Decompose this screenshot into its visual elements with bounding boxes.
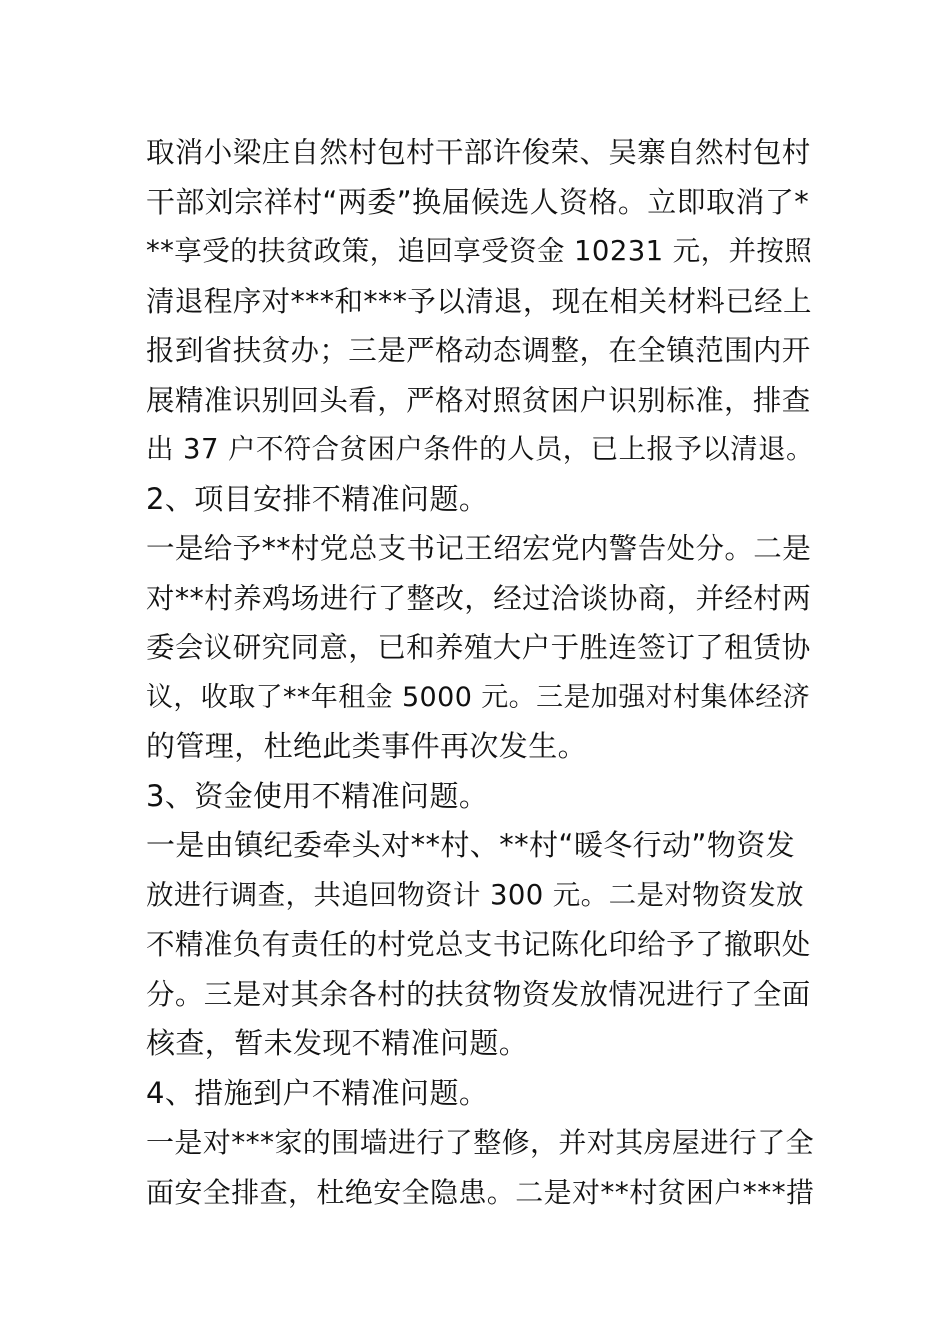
text-line: 出 37 户不符合贫困户条件的人员，已上报予以清退。: [146, 433, 814, 465]
text-line: 干部刘宗祥村“两委”换届候选人资格。立即取消了*: [146, 184, 810, 219]
text-line: **享受的扶贫政策，追回享受资金 10231 元，并按照: [146, 235, 813, 267]
text-line: 清退程序对***和***予以清退，现在相关材料已经上: [146, 284, 812, 318]
text-line: 面安全排查，杜绝安全隐患。二是对**村贫困户***措: [146, 1175, 815, 1209]
section-heading: 3、资金使用不精准问题。: [146, 778, 489, 813]
text-line: 展精准识别回头看，严格对照贫困户识别标准，排查: [146, 383, 811, 417]
text-line: 分。三是对其余各村的扶贫物资发放情况进行了全面: [146, 977, 811, 1011]
text-line: 一是对***家的围墙进行了整修，并对其房屋进行了全: [146, 1126, 815, 1159]
section-heading: 4、措施到户不精准问题。: [146, 1075, 489, 1110]
text-line: 核查，暂未发现不精准问题。: [146, 1026, 529, 1060]
text-line: 不精准负有责任的村党总支书记陈化印给予了撤职处: [146, 928, 811, 961]
text-line: 报到省扶贫办；三是严格动态调整，在全镇范围内开: [146, 334, 811, 367]
text-line: 一是给予**村党总支书记王绍宏党内警告处分。二是: [146, 532, 812, 565]
text-line: 议，收取了**年租金 5000 元。三是加强对村集体经济: [146, 681, 811, 713]
text-line: 一是由镇纪委牵头对**村、**村“暖冬行动”物资发: [146, 828, 796, 862]
text-line: 委会议研究同意，已和养殖大户于胜连签订了租赁协: [146, 631, 811, 664]
text-line: 放进行调查，共追回物资计 300 元。二是对物资发放: [146, 878, 804, 911]
text-line: 取消小梁庄自然村包村干部许俊荣、吴寨自然村包村: [146, 136, 811, 169]
section-heading: 2、项目安排不精准问题。: [146, 481, 489, 516]
text-line: 对**村养鸡场进行了整改，经过洽谈协商，并经村两: [146, 581, 812, 615]
text-line: 的管理，杜绝此类事件再次发生。: [146, 729, 588, 763]
document-body: [146, 128, 815, 1217]
